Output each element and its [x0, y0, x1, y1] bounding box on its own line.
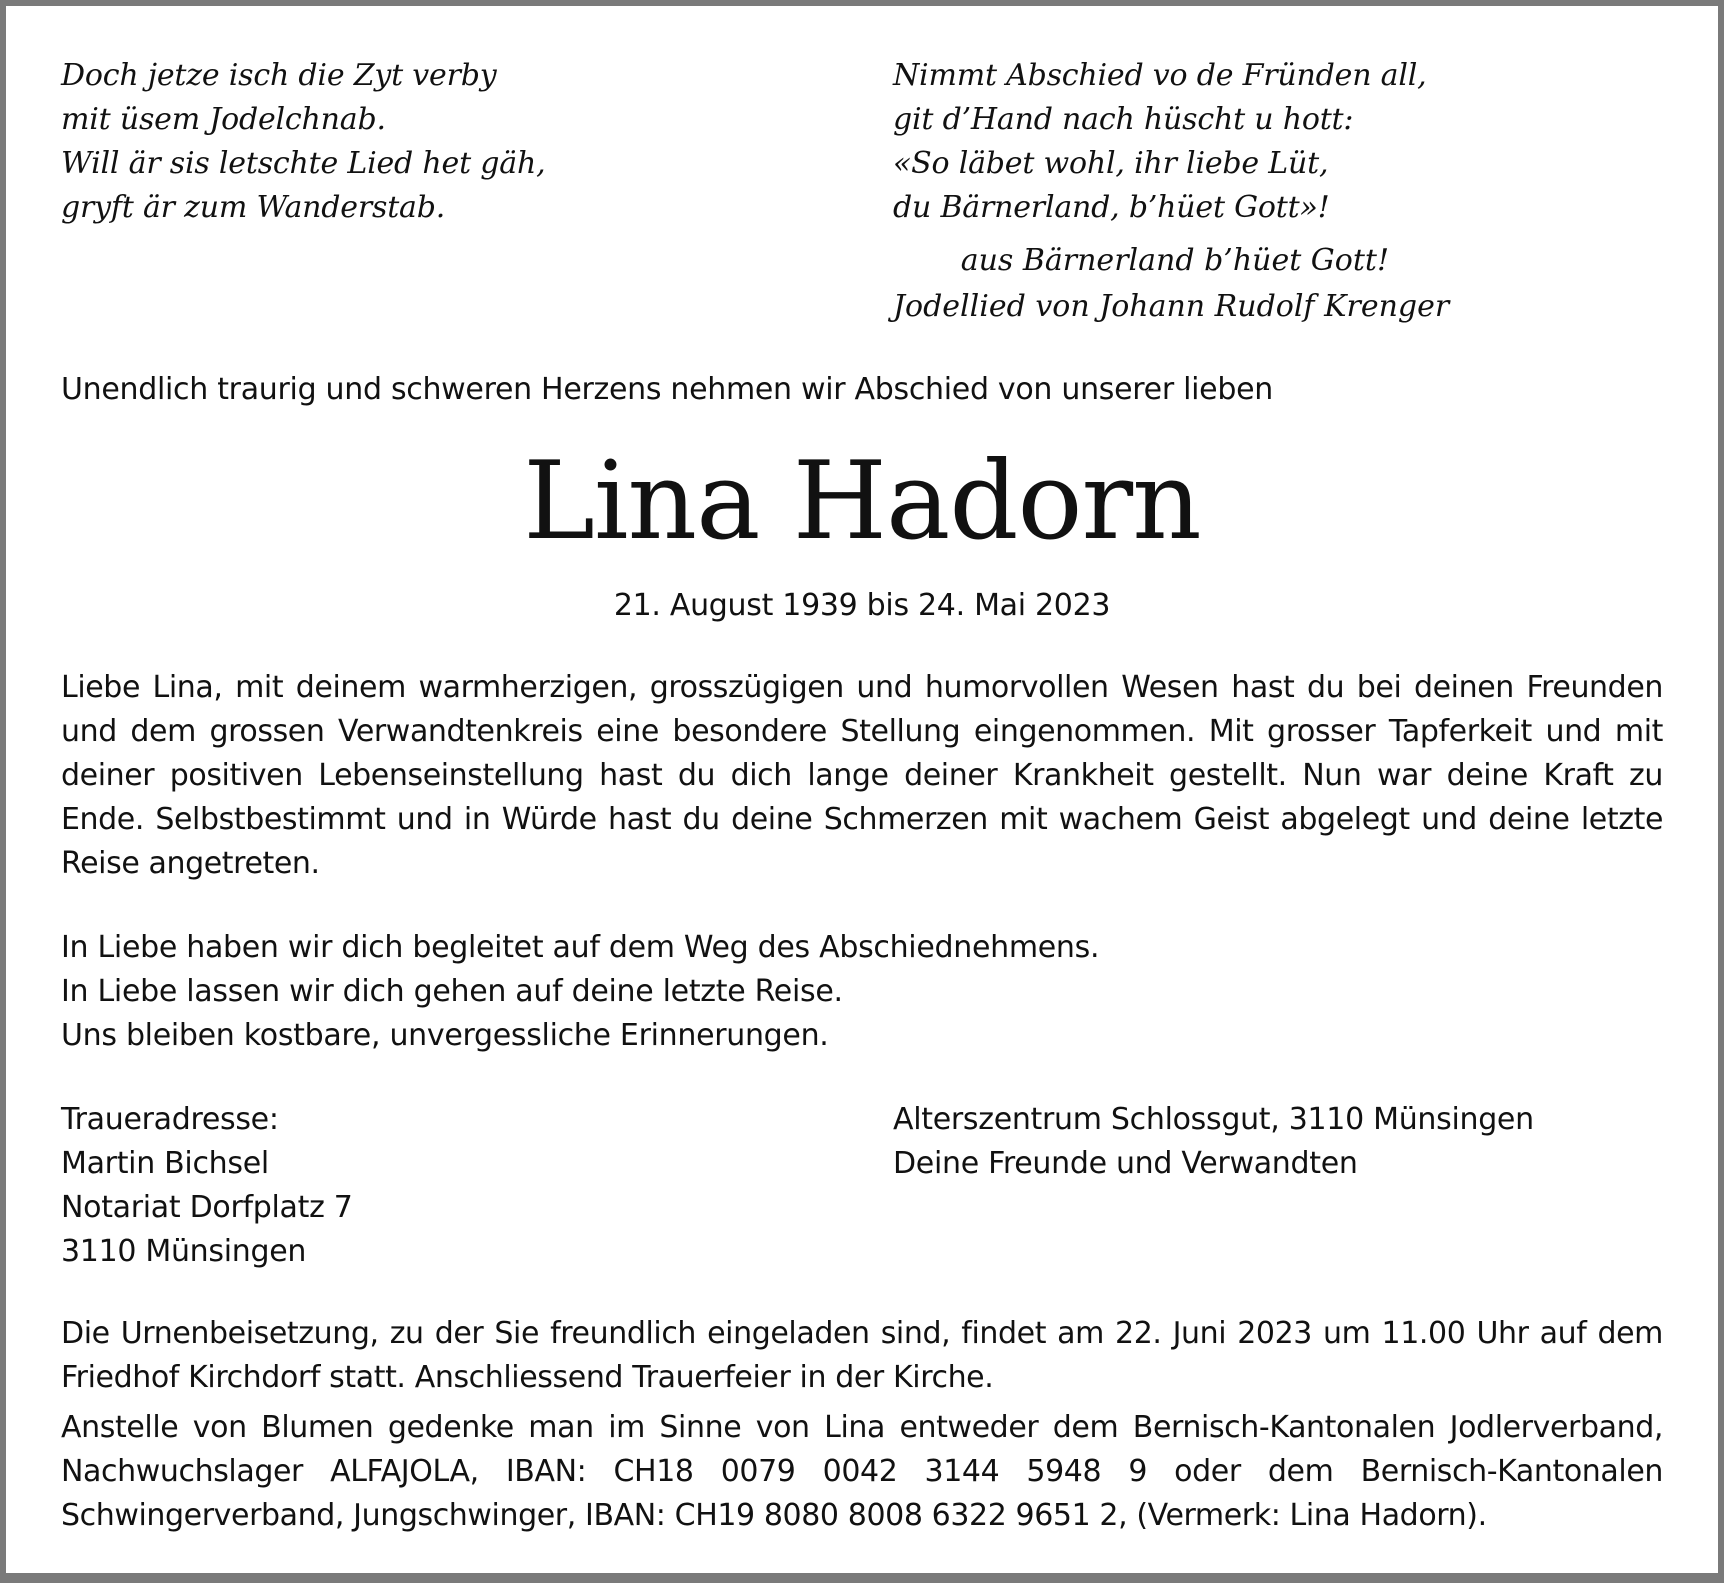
- mourners-block: [893, 1098, 1534, 1186]
- poem-author: Jodellied von Johann Rudolf Krenger: [893, 289, 1450, 324]
- life-dates: 21. August 1939 bis 24. Mai 2023: [613, 588, 1111, 623]
- poem-line: git d’Hand nach hüscht u hott:: [893, 102, 1354, 137]
- ceremony-paragraph: Die Urnenbeisetzung, zu der Sie freundlich eingeladen sind, findet am 22. Juni 2023 um 11.00 Uhr auf dem Friedhof Kirchdorf statt. Anschliessend Trauerfeier in der Kirche.: [61, 1316, 1663, 1395]
- donation-paragraph: Anstelle von Blumen gedenke man im Sinne von Lina entweder dem Bernisch-Kantonalen Jodlerverband, Nachwuchslager ALFAJOLA, IBAN: CH18 0079 0042 3144 5948 9 oder dem Bernisch-Kantonalen Schwingerverband, Jungschwinger, IBAN: CH19 8080 8008 6322 9651 2, (Vermerk: Lina Hadorn).: [61, 1410, 1663, 1533]
- poem-attribution: [893, 238, 1450, 330]
- mourners-line: Deine Freunde und Verwandten: [893, 1146, 1358, 1181]
- poem-line: Will är sis letschte Lied het gäh,: [61, 146, 546, 181]
- deceased-name: Lina Hadorn: [523, 439, 1201, 564]
- poem-line: «So läbet wohl, ihr liebe Lüt,: [893, 146, 1329, 181]
- poem-line: mit üsem Jodelchnab.: [61, 102, 386, 137]
- address-line: 3110 Münsingen: [61, 1234, 307, 1269]
- poem-line: gryft är zum Wanderstab.: [61, 190, 446, 225]
- farewell-lines: [61, 926, 1099, 1058]
- poem-source: aus Bärnerland b’hüet Gott!: [960, 243, 1389, 278]
- address-line: Martin Bichsel: [61, 1146, 269, 1181]
- mourning-address: [61, 1098, 353, 1274]
- farewell-line: In Liebe lassen wir dich gehen auf deine letzte Reise.: [61, 974, 843, 1009]
- farewell-line: Uns bleiben kostbare, unvergessliche Erinnerungen.: [61, 1018, 829, 1053]
- poem-line: du Bärnerland, b’hüet Gott»!: [893, 190, 1330, 225]
- poem-line: Nimmt Abschied vo de Fründen all,: [893, 58, 1427, 93]
- address-label: Traueradresse:: [61, 1102, 279, 1137]
- poem-left: [61, 54, 545, 230]
- farewell-line: In Liebe haben wir dich begleitet auf dem Weg des Abschiednehmens.: [61, 930, 1100, 965]
- poem-line: Doch jetze isch die Zyt verby: [61, 58, 497, 93]
- intro-text: Unendlich traurig und schweren Herzens nehmen wir Abschied von unserer lieben: [61, 372, 1273, 407]
- tribute-paragraph: Liebe Lina, mit deinem warmherzigen, grosszügigen und humorvollen Wesen hast du bei deinen Freunden und dem grossen Verwandtenkreis eine besondere Stellung eingenommen. Mit grosser Tapferkeit und mit deiner positiven Lebenseinstellung hast du dich lange deiner Krankheit gestellt. Nun war deine Kraft zu Ende. Selbstbestimmt und in Würde hast du deine Schmerzen mit wachem Geist abgelegt und deine letzte Reise angetreten.: [61, 670, 1663, 881]
- address-line: Notariat Dorfplatz 7: [61, 1190, 353, 1225]
- obituary-page: [6, 6, 1718, 1573]
- poem-right: [893, 54, 1426, 230]
- mourners-line: Alterszentrum Schlossgut, 3110 Münsingen: [893, 1102, 1534, 1137]
